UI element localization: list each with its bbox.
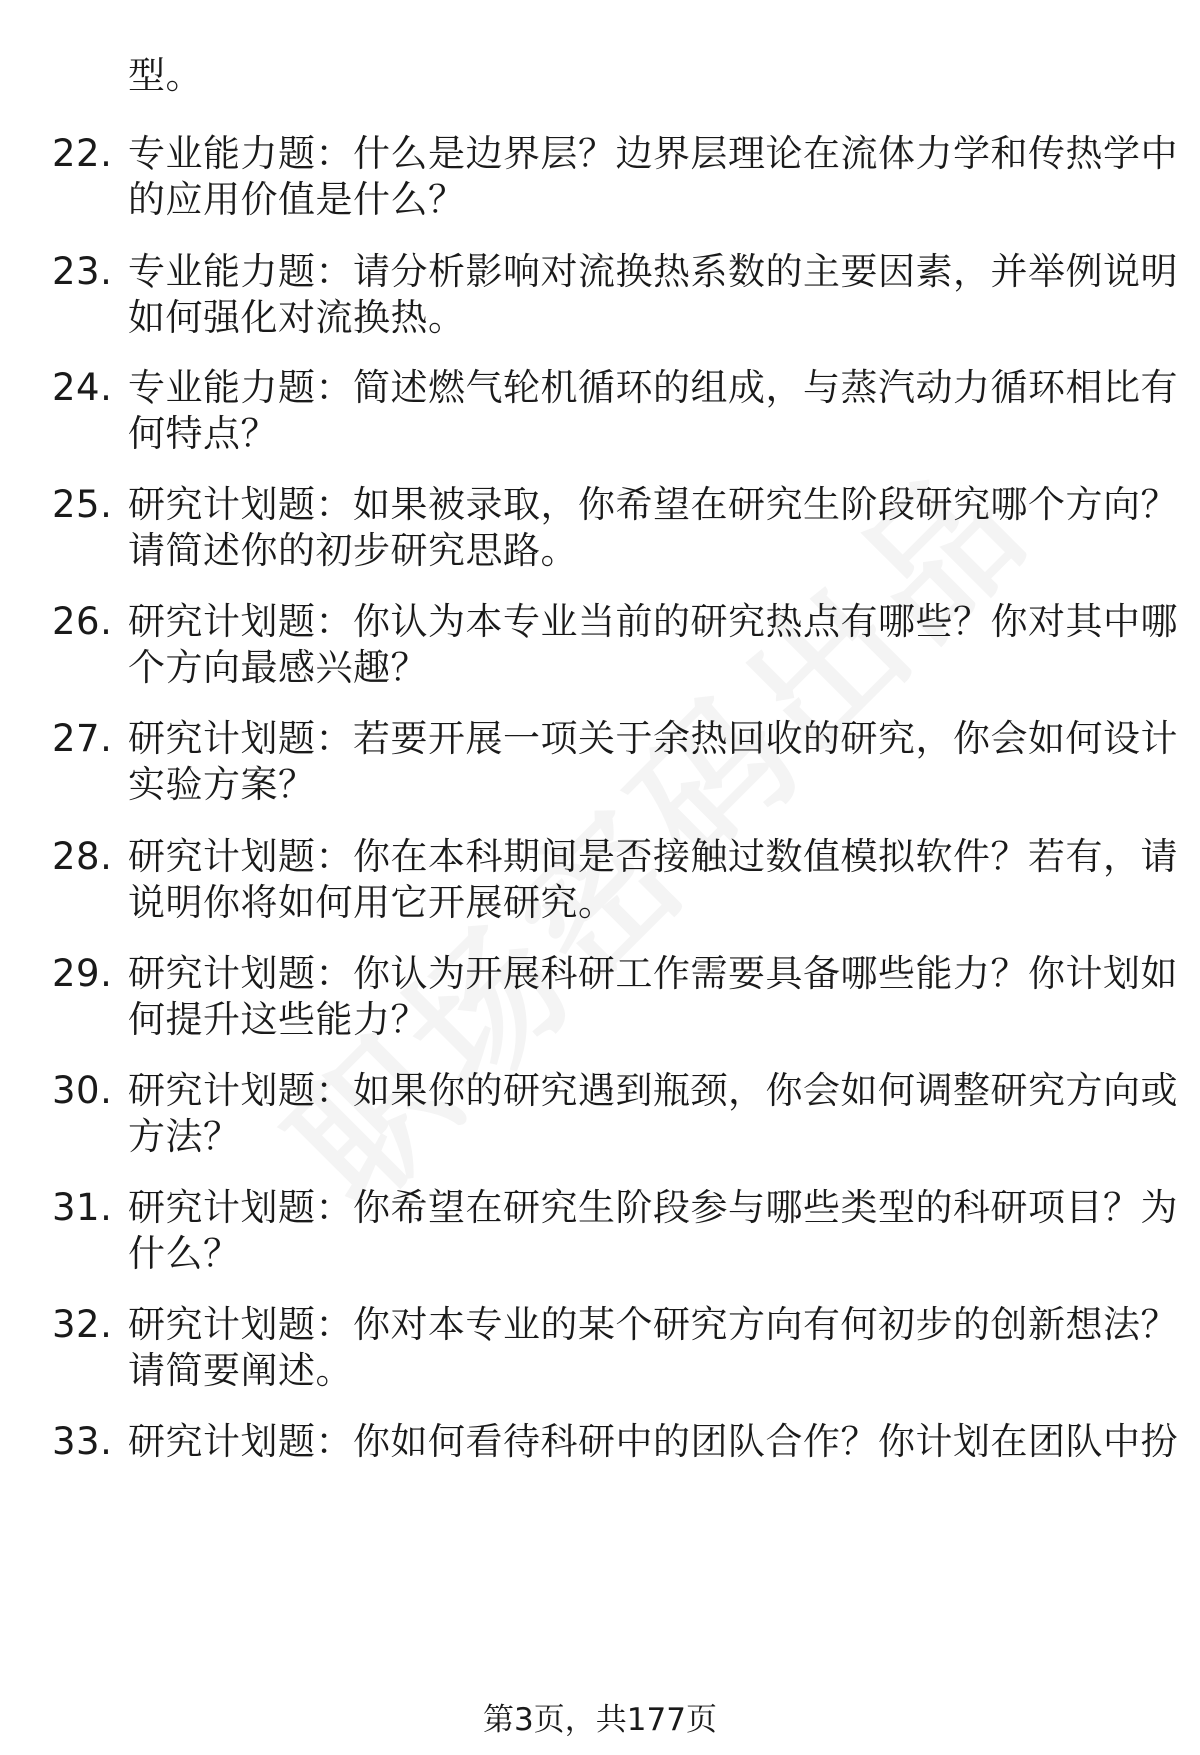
item-number: 28. — [52, 835, 113, 878]
item-number: 23. — [52, 250, 113, 293]
item-text-line: 研究计划题：如果被录取，你希望在研究生阶段研究哪个方向？ — [128, 483, 1178, 526]
item-text-line: 研究计划题：你在本科期间是否接触过数值模拟软件？若有，请 — [128, 835, 1178, 878]
item-number: 31. — [52, 1186, 113, 1229]
item-text-line: 研究计划题：你认为开展科研工作需要具备哪些能力？你计划如 — [128, 952, 1178, 995]
item-text-line: 个方向最感兴趣？ — [128, 646, 428, 689]
item-number: 30. — [52, 1069, 113, 1112]
item-text-line: 专业能力题：请分析影响对流换热系数的主要因素，并举例说明 — [128, 250, 1178, 293]
item-text-line: 说明你将如何用它开展研究。 — [128, 881, 616, 924]
item-number: 26. — [52, 600, 113, 643]
item-number: 29. — [52, 952, 113, 995]
item-text-line: 研究计划题：你希望在研究生阶段参与哪些类型的科研项目？为 — [128, 1186, 1178, 1229]
page-footer: 第3页，共177页 — [483, 1702, 717, 1738]
item-number: 27. — [52, 717, 113, 760]
item-text-line: 何提升这些能力？ — [128, 998, 428, 1041]
item-number: 22. — [52, 132, 113, 175]
item-text-line: 请简述你的初步研究思路。 — [128, 529, 578, 572]
item-number: 24. — [52, 366, 113, 409]
item-text-line: 研究计划题：如果你的研究遇到瓶颈，你会如何调整研究方向或 — [128, 1069, 1178, 1112]
item-text-line: 研究计划题：若要开展一项关于余热回收的研究，你会如何设计 — [128, 717, 1178, 760]
item-number: 25. — [52, 483, 113, 526]
item-text-line: 的应用价值是什么？ — [128, 178, 466, 221]
item-text-line: 研究计划题：你对本专业的某个研究方向有何初步的创新想法？ — [128, 1303, 1178, 1346]
item-text-line: 研究计划题：你如何看待科研中的团队合作？你计划在团队中扮 — [128, 1420, 1178, 1463]
item-text-line: 专业能力题：简述燃气轮机循环的组成，与蒸汽动力循环相比有 — [128, 366, 1178, 409]
item-text-line: 什么？ — [128, 1232, 241, 1275]
item-text-line: 如何强化对流换热。 — [128, 296, 466, 339]
item-text-line: 专业能力题：什么是边界层？边界层理论在流体力学和传热学中 — [128, 132, 1178, 175]
item-text-line: 实验方案？ — [128, 763, 316, 806]
item-number: 33. — [52, 1420, 113, 1463]
item-text-line: 请简要阐述。 — [128, 1349, 353, 1392]
item-text-line: 研究计划题：你认为本专业当前的研究热点有哪些？你对其中哪 — [128, 600, 1178, 643]
item-text-line: 何特点？ — [128, 412, 278, 455]
item-number: 32. — [52, 1303, 113, 1346]
item-text-line: 型。 — [128, 54, 203, 97]
item-text-line: 方法？ — [128, 1115, 241, 1158]
